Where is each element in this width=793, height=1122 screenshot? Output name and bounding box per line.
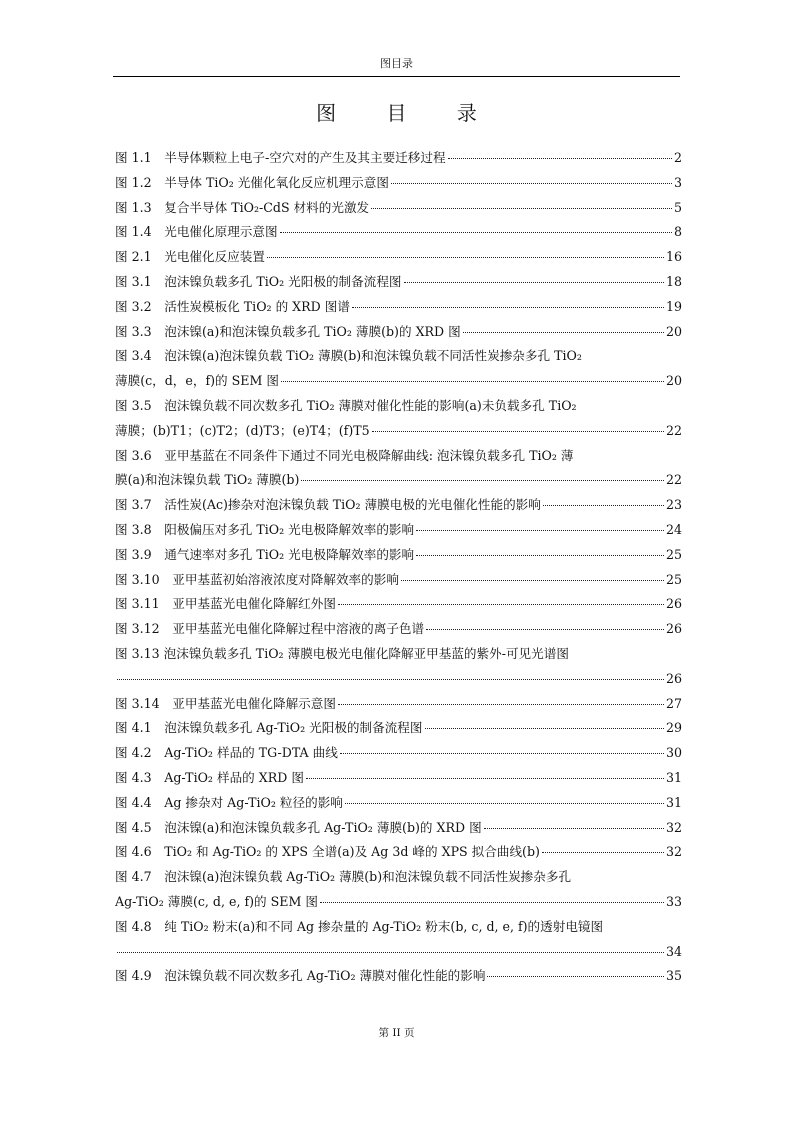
toc-entry-line [115,592,682,617]
dot-leader [416,543,664,556]
toc-entry-text: 图 4.4 Ag 掺杂对 Ag-TiO₂ 粒径的影响 [115,794,343,810]
toc-entry-text: 图 3.11 亚甲基蓝光电催化降解红外图 [115,596,336,612]
dot-leader [301,468,664,481]
toc-entry-line [115,890,682,915]
toc-entry[interactable] [115,592,682,617]
toc-entry-line [115,419,682,444]
toc-entry-line [115,915,682,940]
dot-leader [306,766,664,779]
toc-page-number: 8 [673,224,682,240]
toc-entry[interactable] [115,840,682,865]
toc-entry[interactable] [115,543,682,568]
toc-entry-text: 图 4.6 TiO₂ 和 Ag-TiO₂ 的 XPS 全谱(a)及 Ag 3d 峰的 XPS 拟合曲线(b) [115,844,540,860]
toc-page-number: 20 [665,373,682,389]
toc-entry[interactable] [115,493,682,518]
toc-entry-line [115,394,682,419]
toc-page-number: 19 [665,298,682,314]
dot-leader [267,245,664,258]
toc-page-number: 25 [665,571,682,587]
toc-entry[interactable] [115,171,682,196]
toc-entry-line [115,692,682,717]
dot-leader [338,592,664,605]
toc-page-number: 5 [673,199,682,215]
toc-entry-line [115,667,682,692]
toc-entry-line [115,642,682,667]
toc-entry-line [115,171,682,196]
toc-entry-text: 图 4.3 Ag-TiO₂ 样品的 XRD 图 [115,769,304,785]
toc-entry-text: 薄膜；(b)T1；(c)T2；(d)T3；(e)T4；(f)T5 [115,422,370,438]
page-number: 第 II 页 [378,1027,415,1039]
dot-leader [281,369,664,382]
toc-entry[interactable] [115,766,682,791]
dot-leader [340,741,664,754]
toc-entry-text: 图 3.9 通气速率对多孔 TiO₂ 光电极降解效率的影响 [115,546,415,562]
toc-entry-text: 图 3.13 泡沫镍负载多孔 TiO₂ 薄膜电极光电催化降解亚甲基蓝的紫外-可见光谱图 [115,645,569,661]
toc-entry-text: 图 3.10 亚甲基蓝初始溶液浓度对降解效率的影响 [115,571,399,587]
toc-entry-text: 膜(a)和泡沫镍负载 TiO₂ 薄膜(b) [115,472,300,488]
toc-entry[interactable] [115,344,682,394]
toc-entry-line [115,320,682,345]
toc-entry[interactable] [115,791,682,816]
toc-entry[interactable] [115,220,682,245]
toc-entry-text: 图 4.8 纯 TiO₂ 粉末(a)和不同 Ag 掺杂量的 Ag-TiO₂ 粉末(b, c, d, e, f)的透射电镜图 [115,918,604,934]
toc-entry-line [115,741,682,766]
toc-entry[interactable] [115,816,682,841]
toc-entry[interactable] [115,320,682,345]
dot-leader [463,320,664,333]
toc-page-number: 27 [665,695,682,711]
toc-page-number: 24 [665,521,682,537]
toc-entry-line [115,865,682,890]
toc-entry-text: 图 4.5 泡沫镍(a)和泡沫镍负载多孔 Ag-TiO₂ 薄膜(b)的 XRD 图 [115,819,482,835]
toc-page-number: 30 [665,745,682,761]
dot-leader [426,617,664,630]
toc-entry-text: 图 3.2 活性炭模板化 TiO₂ 的 XRD 图谱 [115,298,350,314]
toc-entry-line [115,940,682,965]
toc-page-number: 35 [665,968,682,984]
dot-leader [338,692,664,705]
toc-entry[interactable] [115,716,682,741]
toc-entry-line [115,344,682,369]
dot-leader [117,667,664,680]
toc-entry-text: 图 3.3 泡沫镍(a)和泡沫镍负载多孔 TiO₂ 薄膜(b)的 XRD 图 [115,323,461,339]
dot-leader [448,146,672,159]
toc-entry[interactable] [115,915,682,965]
dot-leader [372,419,664,432]
toc-entry-text: 图 2.1 光电催化反应装置 [115,249,265,265]
toc-entry[interactable] [115,642,682,692]
toc-page-number: 34 [665,943,682,959]
toc-entry-line [115,568,682,593]
toc-entry[interactable] [115,270,682,295]
toc-entry-text: Ag-TiO₂ 薄膜(c, d, e, f)的 SEM 图 [115,893,318,909]
toc-entry[interactable] [115,518,682,543]
dot-leader [345,791,664,804]
toc-page-number: 26 [665,670,682,686]
toc-entry-line [115,369,682,394]
toc-entry-text: 图 1.2 半导体 TiO₂ 光催化氧化反应机理示意图 [115,174,389,190]
toc-entry-text: 图 3.5 泡沫镍负载不同次数多孔 TiO₂ 薄膜对催化性能的影响(a)未负载多孔 TiO₂ [115,397,577,413]
toc-page-number: 29 [665,720,682,736]
toc-entry-text: 图 3.12 亚甲基蓝光电催化降解过程中溶液的离子色谱 [115,621,425,637]
toc-page-number: 16 [665,249,682,265]
toc-page-number: 31 [665,769,682,785]
toc-entry-line [115,295,682,320]
toc-entry-line [115,146,682,171]
toc-entry[interactable] [115,196,682,221]
toc-entry-line [115,791,682,816]
toc-entry[interactable] [115,245,682,270]
toc-entry-text: 图 1.3 复合半导体 TiO₂-CdS 材料的光激发 [115,199,370,215]
toc-entry-text: 图 1.1 半导体颗粒上电子-空穴对的产生及其主要迁移过程 [115,150,446,165]
toc-entry-text: 图 3.14 亚甲基蓝光电催化降解示意图 [115,695,336,711]
running-header: 图目录 [113,52,680,77]
toc-page-number: 32 [665,844,682,860]
toc-entry-line [115,196,682,221]
toc-page-number: 20 [665,323,682,339]
toc-page-number: 26 [665,621,682,637]
toc-page-number: 3 [673,174,682,190]
toc-entry[interactable] [115,295,682,320]
toc-entry[interactable] [115,964,682,989]
toc-page-number: 22 [665,472,682,488]
dot-leader [280,220,672,233]
toc-page-number: 18 [665,273,682,289]
figure-list [115,146,682,989]
toc-page-number: 25 [665,546,682,562]
toc-entry-text: 图 4.9 泡沫镍负载不同次数多孔 Ag-TiO₂ 薄膜对催化性能的影响 [115,968,486,984]
toc-entry-line [115,245,682,270]
dot-leader [542,840,664,853]
dot-leader [352,295,664,308]
toc-entry-text: 图 4.7 泡沫镍(a)泡沫镍负载 Ag-TiO₂ 薄膜(b)和泡沫镍负载不同活性炭掺杂多孔 [115,869,572,885]
dot-leader [117,940,664,953]
toc-entry-line [115,493,682,518]
dot-leader [320,890,664,903]
toc-page-number: 22 [665,422,682,438]
toc-entry-text: 图 1.4 光电催化原理示意图 [115,224,278,240]
toc-entry-line [115,543,682,568]
toc-entry-line [115,617,682,642]
toc-entry-line [115,270,682,295]
dot-leader [391,171,672,184]
toc-entry-line [115,220,682,245]
dot-leader [484,816,664,829]
toc-entry-text: 图 3.6 亚甲基蓝在不同条件下通过不同光电极降解曲线: 泡沫镍负载多孔 TiO₂ 薄 [115,447,574,463]
toc-entry-text: 图 4.2 Ag-TiO₂ 样品的 TG-DTA 曲线 [115,745,338,761]
toc-entry[interactable] [115,692,682,717]
toc-entry-line [115,840,682,865]
toc-entry[interactable] [115,394,682,444]
toc-page-number: 32 [665,819,682,835]
toc-entry-line [115,964,682,989]
toc-entry-line [115,468,682,493]
toc-entry[interactable] [115,568,682,593]
toc-entry-line [115,816,682,841]
toc-entry[interactable] [115,865,682,915]
toc-entry[interactable] [115,146,682,171]
dot-leader [371,196,672,209]
toc-page-number: 2 [673,150,682,165]
toc-entry-text: 图 3.4 泡沫镍(a)泡沫镍负载 TiO₂ 薄膜(b)和泡沫镍负载不同活性炭掺杂多孔 TiO₂ [115,348,582,364]
toc-entry-text: 图 4.1 泡沫镍负载多孔 Ag-TiO₂ 光阳极的制备流程图 [115,720,423,736]
dot-leader [487,964,664,977]
toc-entry-text: 图 3.8 阳极偏压对多孔 TiO₂ 光电极降解效率的影响 [115,521,415,537]
toc-entry-text: 薄膜(c，d，e，f)的 SEM 图 [115,373,279,389]
toc-entry[interactable] [115,444,682,494]
page-title: 图 目 录 [316,101,499,125]
toc-entry-line [115,766,682,791]
toc-page-number: 33 [665,893,682,909]
toc-entry-line [115,444,682,469]
toc-entry[interactable] [115,617,682,642]
toc-entry[interactable] [115,741,682,766]
toc-page-number: 31 [665,794,682,810]
toc-page-number: 26 [665,596,682,612]
dot-leader [404,270,664,283]
toc-entry-line [115,716,682,741]
toc-entry-text: 图 3.7 活性炭(Ac)掺杂对泡沫镍负载 TiO₂ 薄膜电极的光电催化性能的影响 [115,497,541,513]
dot-leader [401,568,664,581]
toc-entry-line [115,518,682,543]
dot-leader [425,716,664,729]
dot-leader [543,493,664,506]
dot-leader [416,518,664,531]
toc-entry-text: 图 3.1 泡沫镍负载多孔 TiO₂ 光阳极的制备流程图 [115,273,402,289]
toc-page-number: 23 [665,497,682,513]
